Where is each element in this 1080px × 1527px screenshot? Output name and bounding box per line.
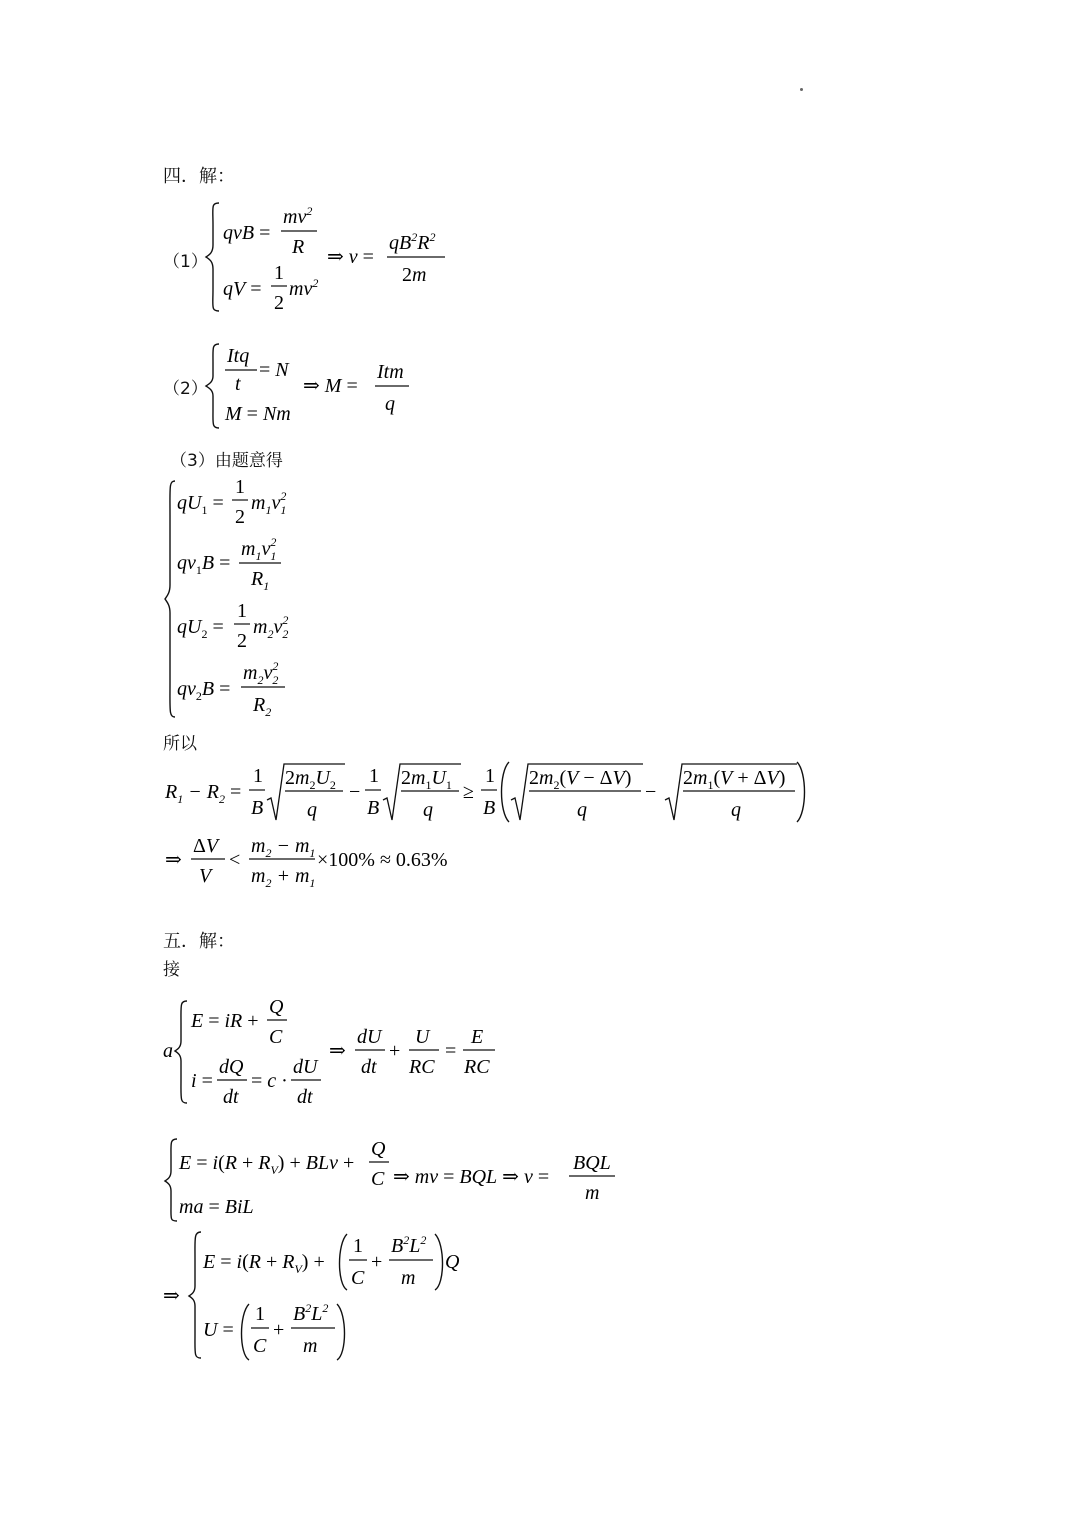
system-a <box>163 995 513 1110</box>
svg-text:qU2 =: $qU_2$ = <box>177 616 224 641</box>
inequality-row <box>165 758 815 828</box>
svg-text:2m: 2m <box>402 264 427 286</box>
svg-text:R1 − R2 =: $R_1 - R_2$ = <box>165 781 242 806</box>
part2-equations <box>205 338 425 433</box>
part1-equations <box>205 195 465 320</box>
svg-text:m2v22: $m_2v_22$ <box>253 613 289 641</box>
svg-text:2: 2 <box>237 630 247 652</box>
svg-text:×100% ≈ 0.63%: ×100% ≈ 0.63% <box>317 849 448 871</box>
svg-text:q: q <box>385 393 395 415</box>
svg-text:m2 + m1: $m_2 + m_1$ <box>251 865 316 890</box>
svg-text:⇒: ⇒ <box>165 849 182 871</box>
svg-text:E = iR +: E = iR + <box>191 1010 259 1032</box>
svg-text:C: C <box>351 1267 365 1289</box>
svg-text:+: + <box>273 1319 285 1341</box>
svg-text:m1v12: $m_1v_12$ <box>251 489 287 517</box>
svg-text:Q: Q <box>269 996 284 1018</box>
svg-text:C: C <box>371 1168 385 1190</box>
svg-text:⇒: ⇒ <box>163 1285 180 1307</box>
svg-text:2m2U2: $2m_2U_2$ <box>285 767 336 792</box>
svg-text:1: 1 <box>274 262 284 284</box>
part1-label: （1） <box>163 252 208 272</box>
svg-text:B: B <box>483 797 496 819</box>
svg-text:qv1B =: $qv_1B$ = <box>177 552 231 577</box>
svg-text:U: U <box>415 1026 430 1048</box>
svg-text:⇒ M =: ⇒ M = <box>303 375 358 397</box>
svg-text:E: E <box>471 1026 484 1048</box>
svg-text:R: R <box>292 236 305 258</box>
svg-text:B2L2: $B^2L^2$ <box>293 1301 329 1325</box>
svg-text:E = i(R + RV) + BLv +: $E = i(R + R_V)$ + BLv + <box>179 1152 355 1177</box>
svg-text:q: q <box>307 799 317 821</box>
svg-text:R1: $R_1$ <box>251 568 270 593</box>
svg-text:t: t <box>235 373 241 395</box>
svg-text:Q: Q <box>445 1251 460 1273</box>
svg-text:ma = BiL: ma = BiL <box>179 1196 254 1218</box>
svg-text:2: 2 <box>235 506 245 528</box>
svg-text:1: 1 <box>237 600 247 622</box>
svg-text:1: 1 <box>235 476 245 498</box>
svg-text:1: 1 <box>353 1235 363 1257</box>
svg-text:qv2B =: $qv_2B$ = <box>177 678 231 703</box>
svg-text:B2L2: $B^2L^2$ <box>391 1233 427 1257</box>
svg-text:q: q <box>423 799 433 821</box>
svg-text:M = Nm: M = Nm <box>225 403 291 425</box>
svg-text:q: q <box>577 799 587 821</box>
svg-text:qvB =: qvB = <box>223 222 271 244</box>
svg-text:2m1(V + ΔV): $2m_1(V + \Delta V)$ <box>683 767 786 792</box>
svg-text:2: 2 <box>274 292 284 314</box>
svg-text:<: < <box>229 849 241 871</box>
svg-text:1: 1 <box>485 765 495 787</box>
svg-text:mv2: $mv^2$ <box>289 276 319 300</box>
svg-text:1: 1 <box>255 1303 265 1325</box>
svg-text:qV =: qV = <box>223 278 262 300</box>
svg-text:E = i(R + RV) +: $E = i(R + R_V)$ + <box>203 1251 325 1276</box>
svg-text:mv2: $mv^2$ <box>283 204 313 228</box>
section5-heading: 五．解： <box>163 931 235 952</box>
svg-text:+: + <box>389 1040 401 1062</box>
svg-text:⇒: ⇒ <box>329 1040 346 1062</box>
section5-sub-label: 接 <box>163 960 180 980</box>
svg-text:= c ·: = c · <box>251 1070 288 1092</box>
svg-text:C: C <box>269 1026 283 1048</box>
svg-text:m2 − m1: $m_2 - m_1$ <box>251 835 316 860</box>
system-b <box>165 1133 635 1228</box>
svg-text:dt: dt <box>361 1056 377 1078</box>
svg-text:RC: RC <box>409 1056 435 1078</box>
svg-text:2m1U1: $2m_1U_1$ <box>401 767 452 792</box>
svg-text:qB2R2: $qB^2R^2$ <box>389 230 436 254</box>
svg-text:−: − <box>349 781 361 803</box>
svg-text:dQ: dQ <box>219 1056 244 1078</box>
svg-text:m2v22: $m_2v_22$ <box>243 659 279 687</box>
svg-text:U =: U = <box>203 1319 234 1341</box>
svg-text:m: m <box>401 1267 416 1289</box>
svg-text:dU: dU <box>357 1026 382 1048</box>
svg-text:m1v12: $m_1v_12$ <box>241 535 277 563</box>
section4-heading: 四．解： <box>163 166 235 187</box>
svg-text:R2: $R_2$ <box>253 694 272 719</box>
ratio-result <box>165 832 485 894</box>
svg-text:−: − <box>645 781 657 803</box>
svg-text:BQL: BQL <box>573 1152 611 1174</box>
svg-text:B: B <box>367 797 380 819</box>
svg-text:+: + <box>371 1251 383 1273</box>
svg-text:ΔV: ΔV <box>193 835 219 857</box>
svg-text:= N: = N <box>259 359 289 381</box>
svg-text:dt: dt <box>223 1086 239 1108</box>
svg-text:Q: Q <box>371 1138 386 1160</box>
svg-text:≥: ≥ <box>463 781 474 803</box>
svg-text:=: = <box>445 1040 457 1062</box>
svg-text:C: C <box>253 1335 267 1357</box>
svg-text:2m2(V − ΔV): $2m_2(V - \Delta V)$ <box>529 767 632 792</box>
system-c <box>163 1228 483 1363</box>
svg-text:1: 1 <box>369 765 379 787</box>
svg-text:q: q <box>731 799 741 821</box>
part3-system <box>165 475 365 725</box>
part2-label: （2） <box>163 379 208 399</box>
svg-text:⇒ v =: ⇒ v = <box>327 246 374 268</box>
svg-text:Itm: Itm <box>377 361 404 383</box>
so-label: 所以 <box>163 734 197 754</box>
svg-text:1: 1 <box>253 765 263 787</box>
svg-text:dt: dt <box>297 1086 313 1108</box>
svg-text:V: V <box>199 865 212 887</box>
svg-text:m: m <box>303 1335 318 1357</box>
svg-text:a: a <box>163 1040 173 1062</box>
page-dot <box>800 88 803 91</box>
svg-text:dU: dU <box>293 1056 318 1078</box>
svg-text:m: m <box>585 1182 600 1204</box>
svg-text:i =: i = <box>191 1070 213 1092</box>
svg-text:Itq: Itq <box>227 345 250 367</box>
svg-text:qU1 =: $qU_1$ = <box>177 492 224 517</box>
svg-text:RC: RC <box>464 1056 490 1078</box>
part3-label: （3）由题意得 <box>170 451 283 471</box>
svg-text:⇒ mv = BQL ⇒ v =: ⇒ mv = BQL ⇒ v = <box>393 1166 550 1188</box>
svg-text:B: B <box>251 797 264 819</box>
